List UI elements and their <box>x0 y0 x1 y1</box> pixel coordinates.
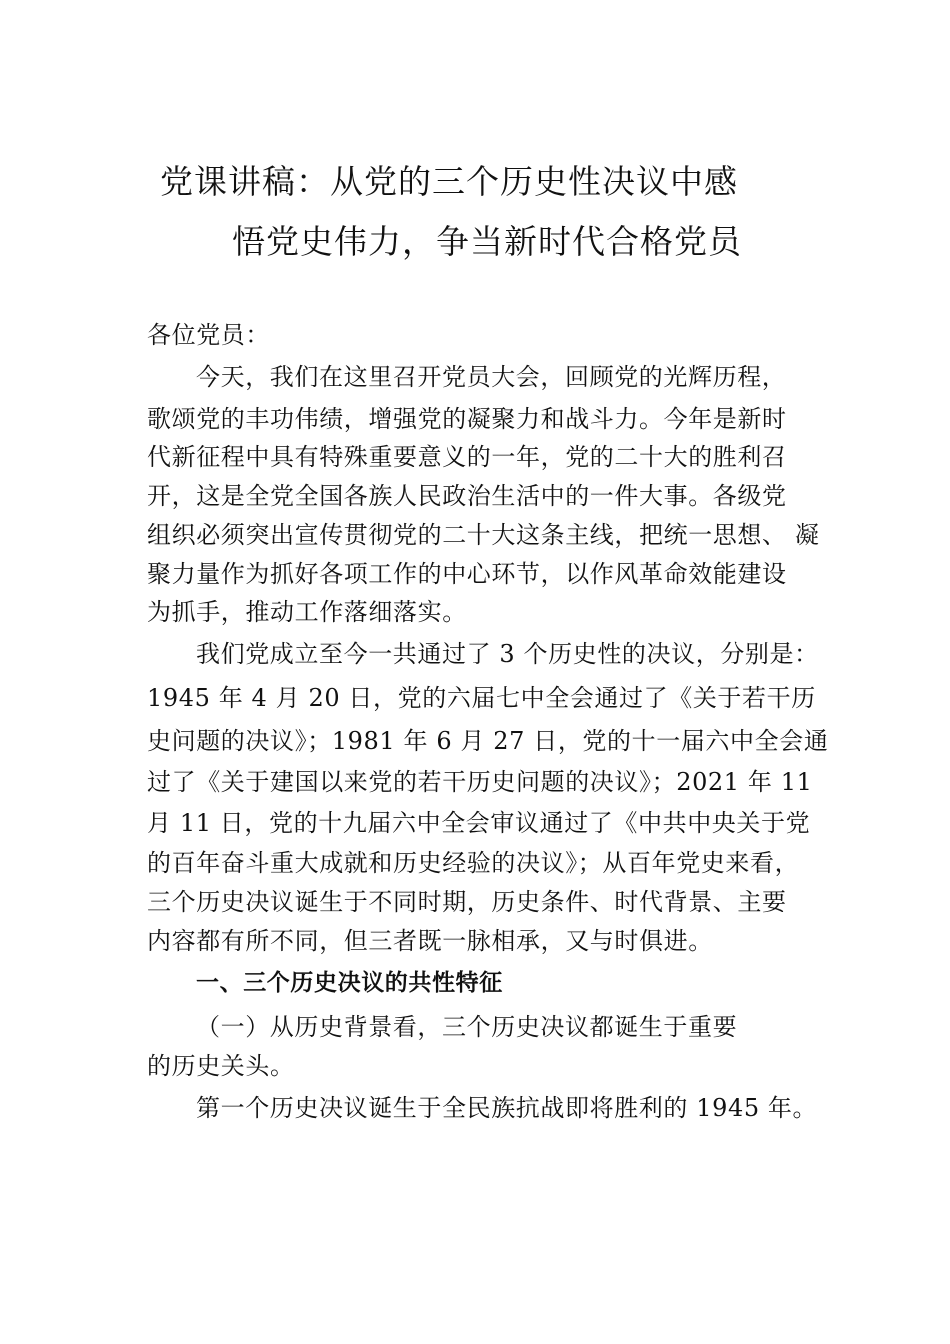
paragraph-1-line-6: 聚力量作为抓好各项工作的中心环节，以作风革命效能建设 <box>147 560 787 588</box>
paragraph-1-line-3: 代新征程中具有特殊重要意义的一年，党的二十大的胜利召 <box>147 443 787 471</box>
paragraph-2-line-6: 的百年奋斗重大成就和历史经验的决议》；从百年党史来看， <box>147 849 800 877</box>
paragraph-2-line-5: 月 11 日，党的十九届六中全会审议通过了《中共中央关于党 <box>147 809 811 837</box>
paragraph-2-line-2: 1945 年 4 月 20 日，党的六届七中全会通过了《关于若干历 <box>147 684 816 712</box>
paragraph-1-line-5: 组织必须突出宣传贯彻党的二十大这条主线，把统一思想、 凝 <box>147 521 820 549</box>
paragraph-2-line-1: 我们党成立至今一共通过了 3 个历史性的决议，分别是： <box>196 640 819 668</box>
paragraph-1-line-1: 今天，我们在这里召开党员大会，回顾党的光辉历程， <box>196 363 787 391</box>
salutation: 各位党员： <box>147 321 270 349</box>
document-title-line-1: 党课讲稿：从党的三个历史性决议中感 <box>160 162 738 201</box>
paragraph-1-line-4: 开，这是全党全国各族人民政治生活中的一件大事。各级党 <box>147 482 787 510</box>
paragraph-2-line-3: 史问题的决议》；1981 年 6 月 27 日，党的十一届六中全会通 <box>147 727 829 755</box>
paragraph-2-line-4: 过了《关于建国以来党的若干历史问题的决议》；2021 年 11 <box>147 768 813 796</box>
subsection-heading-line-1: （一）从历史背景看，三个历史决议都诞生于重要 <box>196 1013 738 1041</box>
paragraph-3-line-1: 第一个历史决议诞生于全民族抗战即将胜利的 1945 年。 <box>196 1094 818 1122</box>
paragraph-2-line-7: 三个历史决议诞生于不同时期，历史条件、时代背景、主要 <box>147 888 787 916</box>
paragraph-2-line-8: 内容都有所不同，但三者既一脉相承，又与时俱进。 <box>147 927 713 955</box>
section-heading: 一、三个历史决议的共性特征 <box>196 970 503 996</box>
subsection-heading-line-2: 的历史关头。 <box>147 1052 295 1080</box>
paragraph-1-line-7: 为抓手，推动工作落细落实。 <box>147 598 467 626</box>
document-title-line-2: 悟党史伟力，争当新时代合格党员 <box>232 222 742 261</box>
paragraph-1-line-2: 歌颂党的丰功伟绩，增强党的凝聚力和战斗力。今年是新时 <box>147 405 787 433</box>
